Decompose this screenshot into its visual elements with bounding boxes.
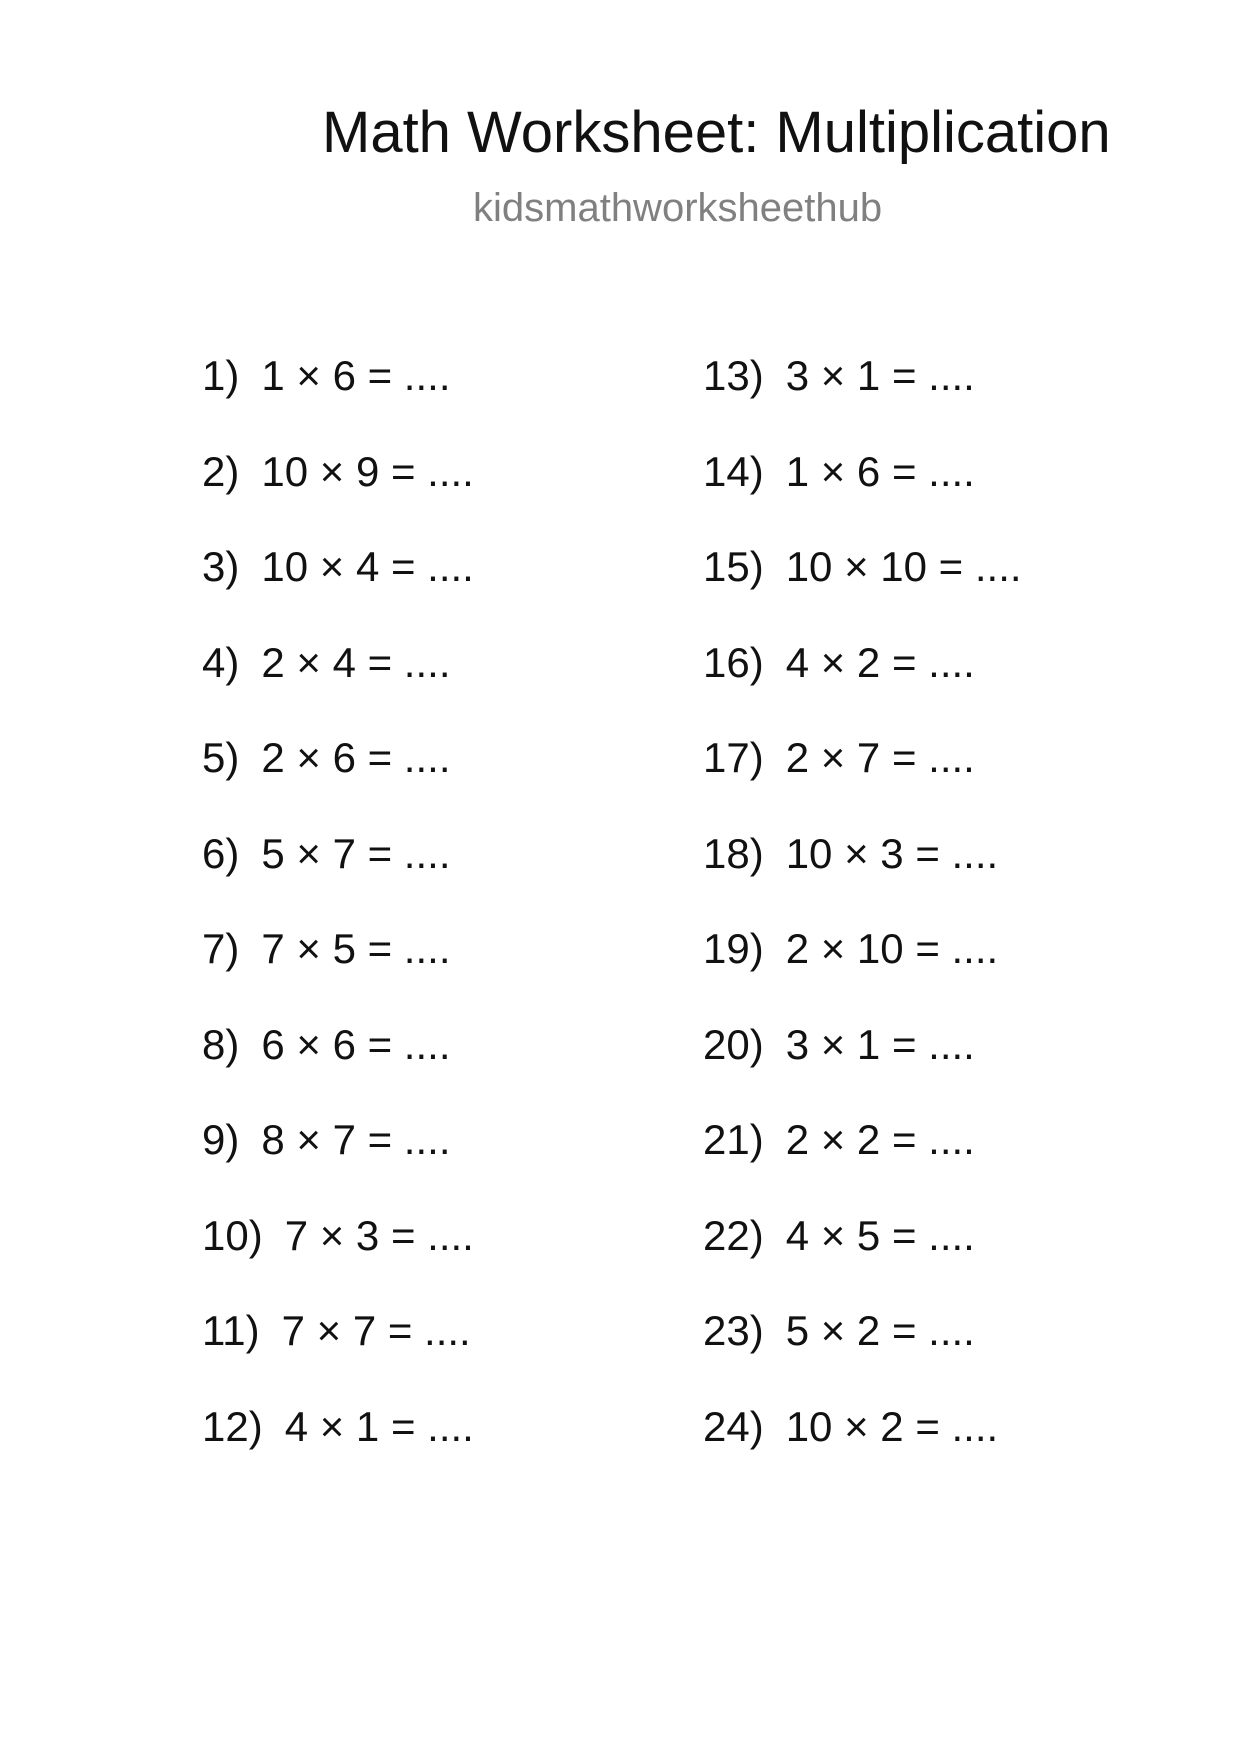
problem-item	[202, 1401, 474, 1497]
problem-number: 4)	[202, 638, 240, 686]
problem-expression: 4 × 2 = ....	[785, 638, 975, 686]
problem-number: 3)	[202, 543, 240, 590]
problem-expression: 5 × 7 = ....	[261, 829, 451, 877]
problem-expression: 1 × 6 = ....	[785, 447, 975, 495]
problem-expression: 5 × 2 = ....	[785, 1307, 975, 1354]
problem-item	[703, 1305, 1022, 1401]
problem-number: 10)	[202, 1211, 263, 1259]
problem-item	[202, 1114, 474, 1210]
problem-expression: 10 × 2 = ....	[785, 1402, 999, 1450]
problem-item	[202, 446, 474, 542]
problem-item	[202, 1305, 474, 1401]
problem-number: 18)	[703, 829, 764, 877]
problem-expression: 6 × 6 = ....	[261, 1020, 451, 1068]
problem-number: 20)	[703, 1020, 764, 1068]
problem-expression: 1 × 6 = ....	[261, 352, 451, 399]
problem-number: 1)	[202, 352, 240, 399]
problem-item	[202, 637, 474, 733]
problem-expression: 3 × 1 = ....	[785, 1020, 975, 1068]
problem-item	[703, 923, 1022, 1019]
problem-expression: 10 × 9 = ....	[261, 447, 474, 495]
problem-item	[703, 1114, 1022, 1210]
problem-item	[703, 1210, 1022, 1306]
problem-item	[703, 1019, 1022, 1115]
problem-number: 15)	[703, 543, 764, 590]
problem-item	[703, 732, 1022, 828]
problem-expression: 2 × 7 = ....	[785, 734, 975, 781]
problem-expression: 3 × 1 = ....	[785, 352, 975, 399]
problem-expression: 2 × 4 = ....	[261, 638, 451, 686]
problem-expression: 4 × 1 = ....	[284, 1402, 474, 1450]
problem-expression: 10 × 3 = ....	[785, 829, 999, 877]
problem-expression: 2 × 10 = ....	[785, 925, 999, 972]
problem-expression: 10 × 10 = ....	[785, 543, 1022, 590]
problem-expression: 7 × 3 = ....	[284, 1211, 474, 1259]
worksheet-source: kidsmathworksheethub	[473, 186, 883, 230]
problem-expression: 2 × 2 = ....	[785, 1116, 975, 1163]
problem-column-left	[202, 350, 474, 1496]
problem-item	[202, 1210, 474, 1306]
problem-item	[703, 828, 1022, 924]
problem-expression: 4 × 5 = ....	[785, 1211, 975, 1259]
problem-number: 11)	[202, 1307, 260, 1354]
problem-number: 19)	[703, 925, 764, 972]
problem-expression: 10 × 4 = ....	[261, 543, 474, 590]
problem-number: 22)	[703, 1211, 764, 1259]
problem-number: 7)	[202, 925, 240, 972]
problem-item	[202, 1019, 474, 1115]
problem-expression: 8 × 7 = ....	[261, 1116, 451, 1163]
problem-item	[703, 350, 1022, 446]
worksheet-title: Math Worksheet: Multiplication	[322, 100, 1111, 165]
problem-number: 16)	[703, 638, 764, 686]
problem-expression: 7 × 7 = ....	[281, 1307, 471, 1354]
problem-item	[703, 541, 1022, 637]
problem-expression: 2 × 6 = ....	[261, 734, 451, 781]
problem-item	[202, 828, 474, 924]
problem-number: 17)	[703, 734, 764, 781]
problem-expression: 7 × 5 = ....	[261, 925, 451, 972]
problem-item	[703, 1401, 1022, 1497]
problem-number: 2)	[202, 447, 240, 495]
problem-number: 23)	[703, 1307, 764, 1354]
problem-number: 8)	[202, 1020, 240, 1068]
problem-number: 14)	[703, 447, 764, 495]
problem-number: 5)	[202, 734, 240, 781]
problem-item	[202, 350, 474, 446]
problem-number: 21)	[703, 1116, 764, 1163]
problem-column-right	[703, 350, 1022, 1496]
problem-item	[202, 923, 474, 1019]
problem-number: 24)	[703, 1402, 764, 1450]
problem-number: 9)	[202, 1116, 240, 1163]
problem-number: 12)	[202, 1402, 263, 1450]
problem-item	[703, 637, 1022, 733]
problem-number: 13)	[703, 352, 764, 399]
problem-item	[202, 732, 474, 828]
problem-item	[703, 446, 1022, 542]
problem-item	[202, 541, 474, 637]
problem-number: 6)	[202, 829, 240, 877]
